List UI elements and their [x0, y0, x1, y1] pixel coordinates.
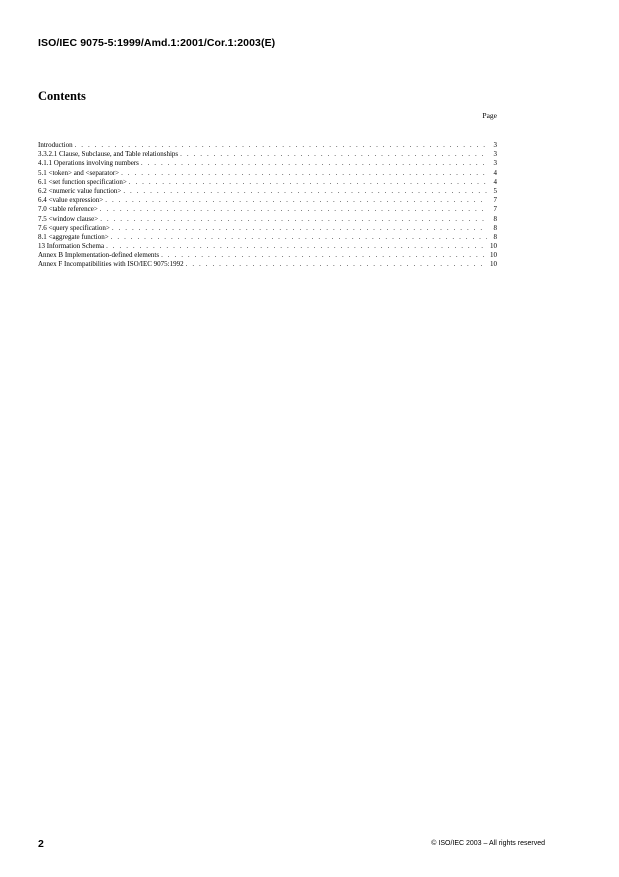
toc-dot-leader	[106, 242, 487, 251]
toc-dot-leader	[111, 233, 487, 242]
page-column-label: Page	[482, 111, 497, 120]
toc-entry[interactable]	[38, 260, 497, 269]
toc-entry[interactable]	[38, 233, 497, 242]
toc-dot-leader	[141, 159, 487, 168]
toc-entry-title: Annex F Incompatibilities with ISO/IEC 9075:1992	[38, 260, 184, 269]
toc-entry-title: 3.3.2.1 Clause, Subclause, and Table relationships	[38, 150, 179, 159]
toc-entry[interactable]	[38, 224, 497, 233]
footer-page-number: 2	[38, 838, 44, 850]
document-header: ISO/IEC 9075-5:1999/Amd.1:2001/Cor.1:2003(E)	[38, 37, 276, 49]
toc-entry-page: 10	[490, 242, 497, 251]
toc-dot-leader	[75, 141, 487, 150]
toc-entry[interactable]	[38, 169, 497, 178]
toc-entry-title: 6.2 <numeric value function>	[38, 186, 122, 195]
toc-entry[interactable]	[38, 159, 497, 168]
toc-dot-leader	[121, 169, 487, 178]
toc-dot-leader	[180, 150, 487, 159]
toc-entry-title: 8.1 <aggregate function>	[38, 232, 109, 241]
toc-entry-page: 10	[490, 251, 497, 260]
toc-entry[interactable]	[38, 141, 497, 150]
toc-entry-title: 7.5 <window clause>	[38, 214, 99, 223]
contents-heading: Contents	[38, 89, 86, 103]
footer-copyright: © ISO/IEC 2003 – All rights reserved	[431, 840, 545, 847]
toc-entry-page: 8	[493, 223, 497, 232]
toc-entry-page: 8	[493, 214, 497, 223]
toc-entry-title: Annex B Implementation-defined elements	[38, 251, 160, 260]
toc-entry-page: 3	[493, 159, 497, 168]
toc-entry-title: Introduction	[38, 141, 73, 149]
toc-entry-page: 8	[493, 232, 497, 241]
toc-entry-page: 10	[490, 260, 497, 269]
toc-entry-title: 4.1.1 Operations involving numbers	[38, 159, 139, 168]
toc-entry-page: 4	[493, 168, 497, 177]
toc-entry-title: 5.1 <token> and <separator>	[38, 168, 120, 177]
toc-dot-leader	[186, 260, 487, 269]
table-of-contents	[38, 141, 497, 270]
toc-dot-leader	[161, 251, 487, 260]
toc-dot-leader	[100, 215, 487, 224]
toc-entry-title: 7.0 <table reference>	[38, 205, 98, 214]
toc-entry[interactable]	[38, 150, 497, 159]
toc-entry[interactable]	[38, 196, 497, 205]
toc-entry-page: 3	[493, 150, 497, 159]
toc-entry-page: 3	[493, 141, 497, 149]
toc-entry-page: 7	[493, 205, 497, 214]
toc-entry-title: 6.4 <value expression>	[38, 196, 104, 205]
toc-entry-page: 7	[493, 196, 497, 205]
toc-entry-page: 4	[493, 177, 497, 186]
toc-entry[interactable]	[38, 205, 497, 214]
toc-entry-title: 7.6 <query specification>	[38, 223, 110, 232]
toc-entry[interactable]	[38, 178, 497, 187]
toc-dot-leader	[112, 224, 487, 233]
toc-entry[interactable]	[38, 215, 497, 224]
toc-entry-title: 6.1 <set function specification>	[38, 177, 127, 186]
toc-dot-leader	[123, 187, 487, 196]
toc-entry[interactable]	[38, 251, 497, 260]
toc-dot-leader	[129, 178, 487, 187]
toc-dot-leader	[100, 205, 487, 214]
toc-entry-title: 13 Information Schema	[38, 242, 105, 251]
toc-entry-page: 5	[493, 186, 497, 195]
toc-entry[interactable]	[38, 242, 497, 251]
toc-dot-leader	[105, 196, 487, 205]
toc-entry[interactable]	[38, 187, 497, 196]
